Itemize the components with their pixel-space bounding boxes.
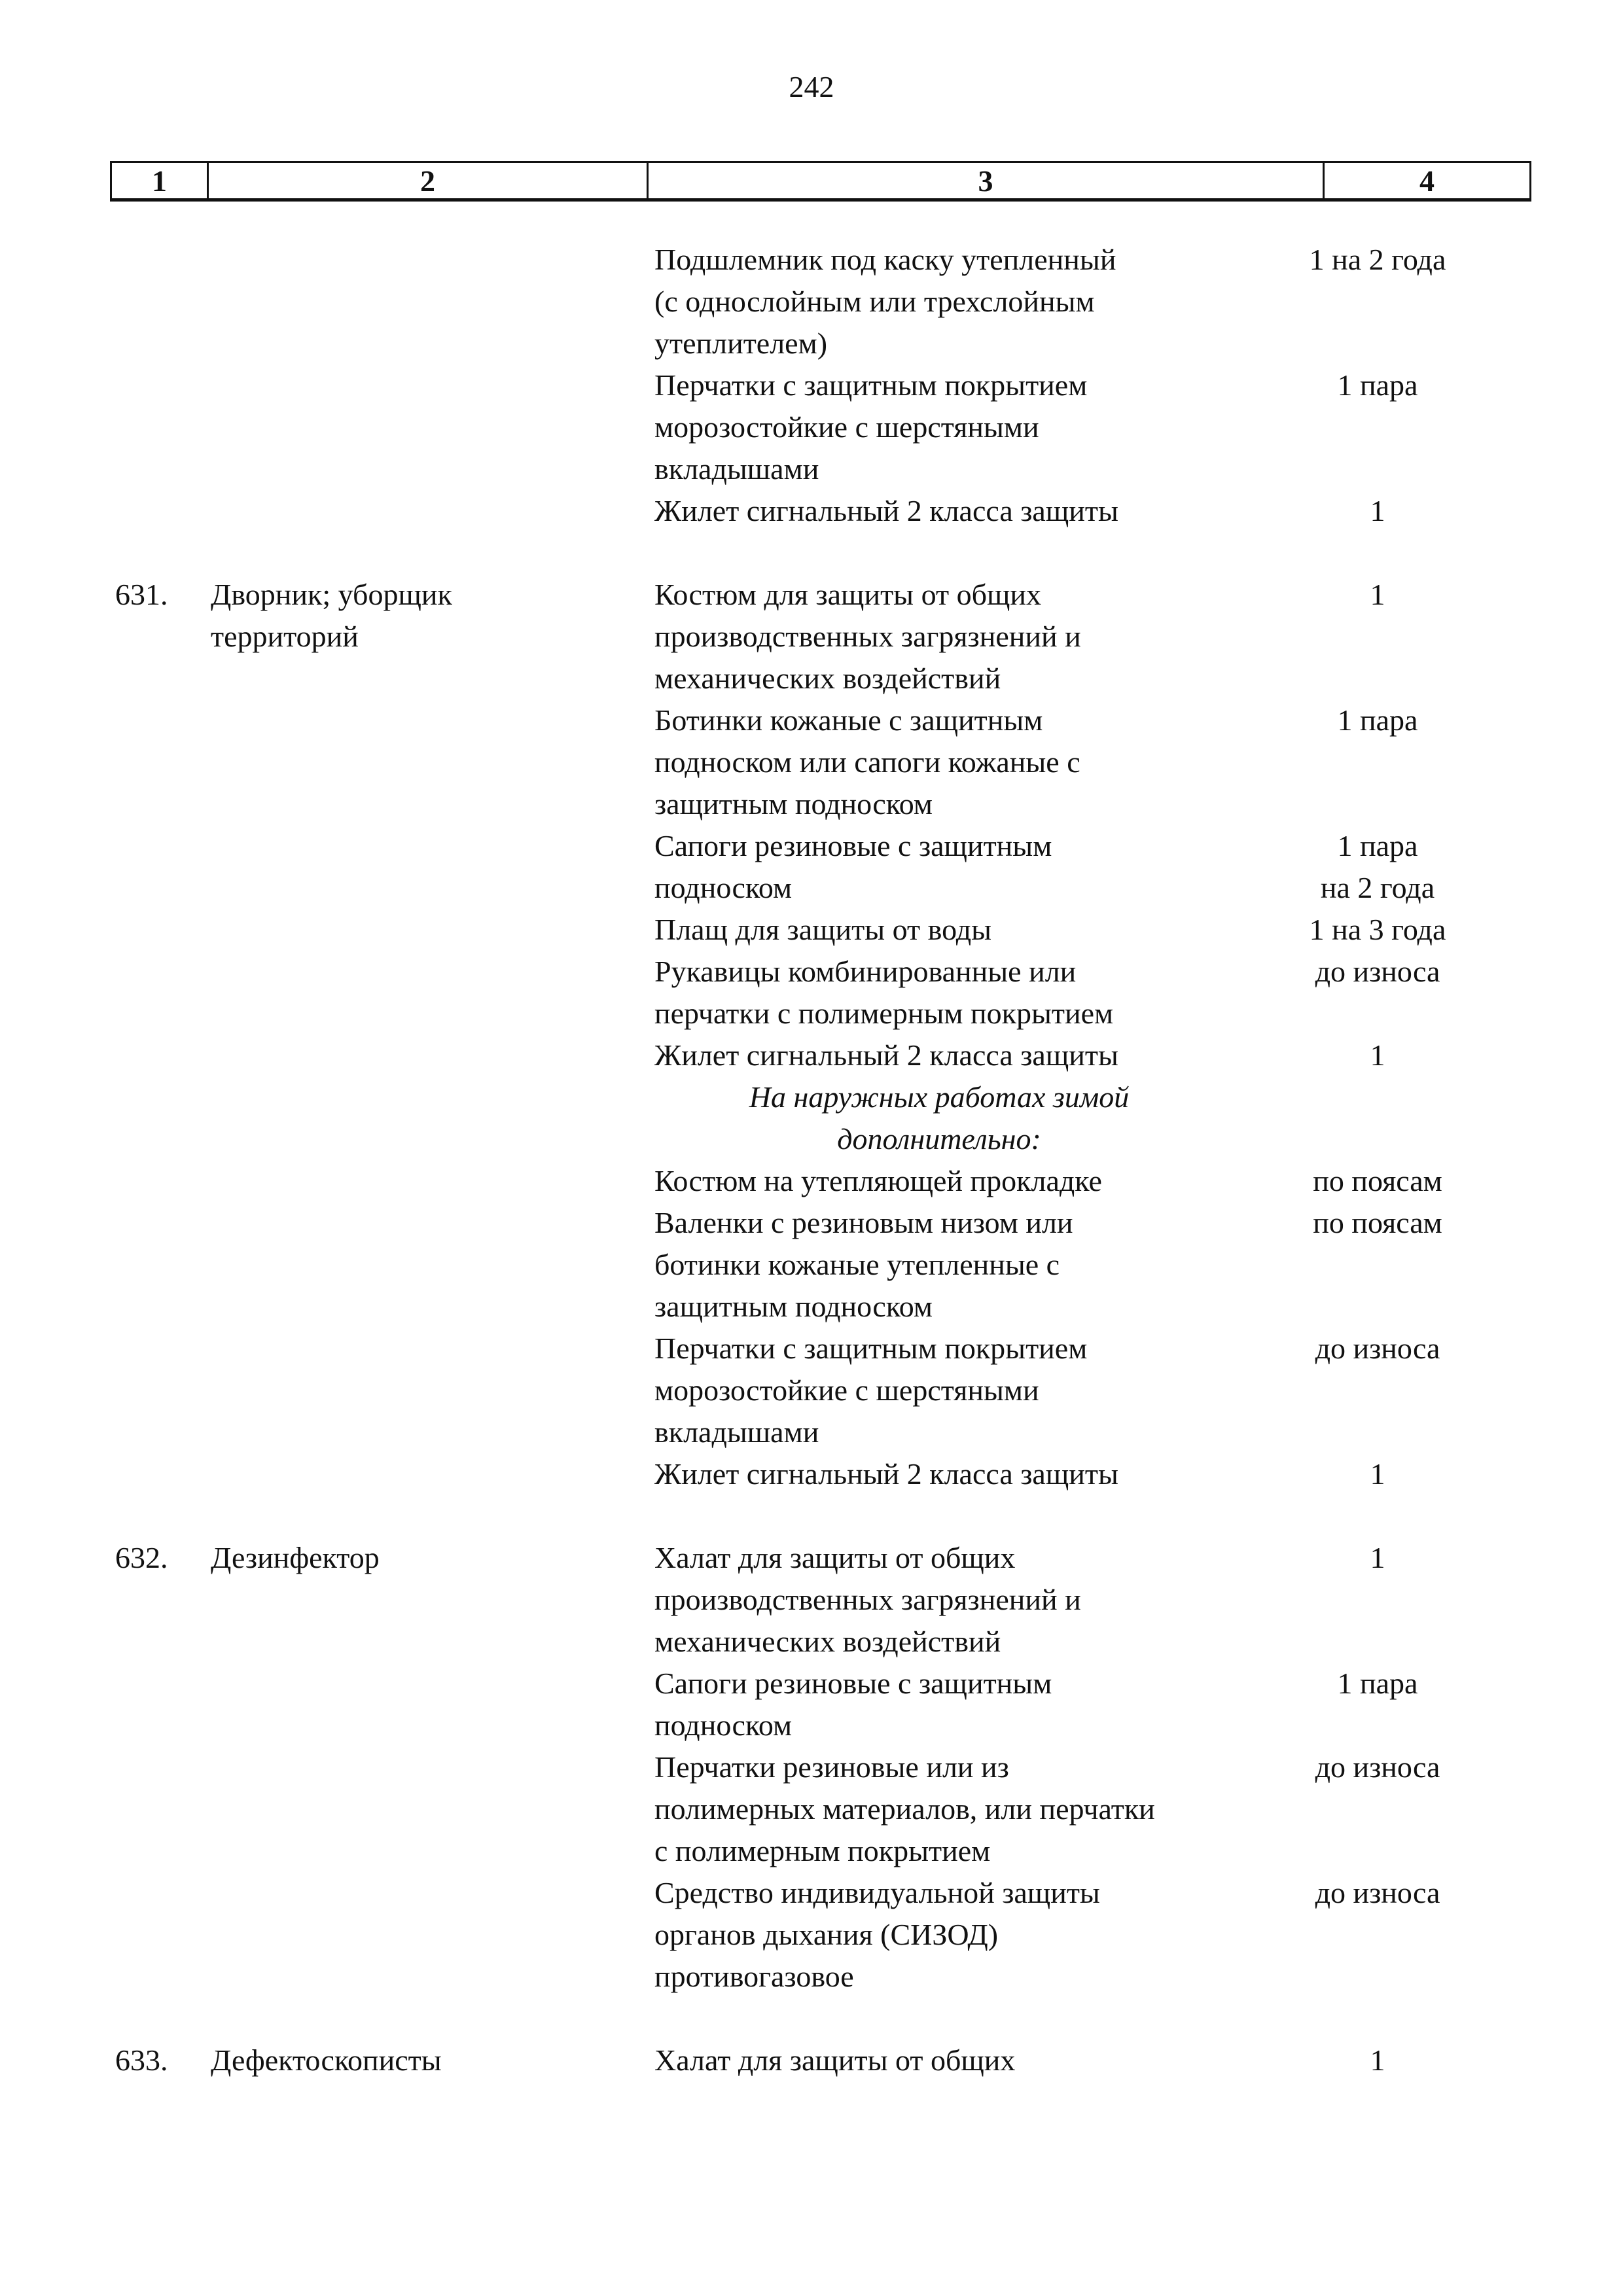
equipment-quantity [1224,1453,1512,1495]
equipment-quantity [1224,951,1512,1034]
equipment-description [654,239,1224,364]
equipment-description-line: Перчатки с защитным покрытием [654,1332,1088,1365]
equipment-item [654,1034,1531,1076]
equipment-quantity [1224,1202,1512,1328]
equipment-description-line: Халат для защиты от общих [654,1541,1016,1574]
equipment-item [654,2040,1531,2081]
profession-name-line: Дефектоскописты [211,2043,442,2077]
header-col-3: 3 [649,163,1325,198]
equipment-description-line: ботинки кожаные утепленные с [654,1248,1060,1281]
equipment-quantity-line: 1 на 3 года [1309,913,1446,946]
equipment-description [654,1202,1224,1328]
equipment-description [654,825,1224,909]
equipment-item [654,364,1531,490]
equipment-description [654,1034,1224,1076]
entry-number: 631. [115,578,168,611]
equipment-item [654,574,1531,699]
equipment-description-line: Жилет сигнальный 2 класса защиты [654,1457,1118,1491]
equipment-quantity [1224,1663,1512,1746]
equipment-description [654,490,1224,532]
conditions-subheading-line: На наружных работах зимой [749,1080,1130,1114]
equipment-description [654,2040,1224,2081]
equipment-description-line: Сапоги резиновые с защитным [654,829,1052,862]
conditions-subheading-line: дополнительно: [837,1122,1041,1156]
equipment-quantity [1224,909,1512,951]
equipment-quantity-line: 1 пара [1337,1667,1418,1700]
equipment-description-line: Перчатки с защитным покрытием [654,368,1088,402]
profession-name [211,1537,616,1579]
equipment-description-line: Средство индивидуальной защиты [654,1876,1100,1909]
table-header-row [110,161,1531,202]
header-col-1: 1 [112,163,209,198]
equipment-description-line: подноском [654,871,793,904]
equipment-description-line: Плащ для защиты от воды [654,913,992,946]
equipment-quantity-line: 1 пара [1337,703,1418,737]
equipment-description [654,951,1224,1034]
equipment-item [654,1328,1531,1453]
equipment-quantity-line: до износа [1315,1332,1440,1365]
equipment-description-line: защитным подноском [654,1290,933,1323]
equipment-quantity [1224,1537,1512,1663]
equipment-quantity [1224,825,1512,909]
equipment-item [654,909,1531,951]
equipment-description-line: Сапоги резиновые с защитным [654,1667,1052,1700]
equipment-description [654,1663,1224,1746]
page-number: 242 [789,70,834,103]
equipment-quantity [1224,2040,1512,2081]
profession-entry [0,1537,1623,1998]
equipment-quantity [1224,1872,1512,1998]
equipment-description [654,364,1224,490]
entry-number: 633. [115,2043,168,2077]
equipment-description-line: вкладышами [654,1415,819,1449]
equipment-quantity [1224,1328,1512,1453]
equipment-item [654,825,1531,909]
equipment-quantity-line: 1 [1370,1457,1385,1491]
equipment-description-line: производственных загрязнений и [654,620,1081,653]
equipment-description-line: Халат для защиты от общих [654,2043,1016,2077]
equipment-description-line: защитным подноском [654,787,933,821]
equipment-description [654,1746,1224,1872]
equipment-description-line: подноском [654,1708,793,1742]
equipment-item [654,239,1531,364]
equipment-description-line: механических воздействий [654,1625,1001,1658]
equipment-item [654,1202,1531,1328]
equipment-description-line: перчатки с полимерным покрытием [654,997,1114,1030]
entry-number: 632. [115,1541,168,1574]
equipment-description-line: Костюм для защиты от общих [654,578,1042,611]
equipment-description [654,1537,1224,1663]
continued-entry [0,239,1623,532]
equipment-quantity-line: 1 пара [1337,829,1418,862]
equipment-quantity [1224,574,1512,699]
equipment-description-line: органов дыхания (СИЗОД) [654,1918,999,1951]
equipment-description-line: морозостойкие с шерстяными [654,1373,1039,1407]
equipment-description-line: Рукавицы комбинированные или [654,955,1077,988]
profession-entry [0,574,1623,1495]
equipment-quantity-line: 1 [1370,578,1385,611]
equipment-quantity-line: 1 [1370,1038,1385,1072]
equipment-item [654,1746,1531,1872]
equipment-quantity-line: 1 на 2 года [1309,243,1446,276]
equipment-list [654,1537,1531,1998]
equipment-description-line: Ботинки кожаные с защитным [654,703,1043,737]
equipment-description-line: Костюм на утепляющей прокладке [654,1164,1102,1197]
equipment-quantity-line: 1 [1370,1541,1385,1574]
equipment-item [654,1663,1531,1746]
equipment-description [654,574,1224,699]
equipment-item [654,490,1531,532]
equipment-quantity [1224,364,1512,490]
equipment-description [654,1160,1224,1202]
equipment-quantity [1224,1160,1512,1202]
equipment-description-line: Жилет сигнальный 2 класса защиты [654,1038,1118,1072]
equipment-description-line: морозостойкие с шерстяными [654,410,1039,444]
equipment-description-line: утеплителем) [654,327,828,360]
equipment-item [654,699,1531,825]
profession-name-line: территорий [211,620,359,653]
equipment-description-line: противогазовое [654,1960,854,1993]
profession-name-line: Дезинфектор [211,1541,380,1574]
equipment-quantity [1224,1746,1512,1872]
equipment-description-line: Подшлемник под каску утепленный [654,243,1116,276]
profession-name [211,2040,616,2081]
equipment-quantity-line: до износа [1315,1750,1440,1784]
equipment-quantity-line: до износа [1315,1876,1440,1909]
equipment-quantity [1224,490,1512,532]
equipment-quantity-line: 1 [1370,2043,1385,2077]
equipment-item [654,1453,1531,1495]
equipment-description-line: полимерных материалов, или перчатки [654,1792,1155,1826]
equipment-description [654,1872,1224,1998]
header-col-4: 4 [1419,164,1435,198]
equipment-description-line: Жилет сигнальный 2 класса защиты [654,494,1118,527]
equipment-item [654,951,1531,1034]
equipment-description [654,909,1224,951]
equipment-quantity-line: по поясам [1313,1164,1442,1197]
equipment-description [654,1453,1224,1495]
equipment-description-line: механических воздействий [654,662,1001,695]
equipment-item [654,1160,1531,1202]
conditions-subheading [654,1076,1224,1160]
equipment-description-line: Валенки с резиновым низом или [654,1206,1073,1239]
equipment-quantity-line: до износа [1315,955,1440,988]
equipment-description [654,1328,1224,1453]
equipment-item [654,1872,1531,1998]
equipment-quantity-line: 1 [1370,494,1385,527]
equipment-quantity [1224,239,1512,364]
equipment-quantity [1224,699,1512,825]
equipment-quantity-line: по поясам [1313,1206,1442,1239]
equipment-description-line: производственных загрязнений и [654,1583,1081,1616]
equipment-quantity [1224,1034,1512,1076]
equipment-list [654,239,1531,532]
equipment-description-line: Перчатки резиновые или из [654,1750,1009,1784]
equipment-description-line: вкладышами [654,452,819,486]
header-col-2: 2 [209,163,649,198]
equipment-description-line: подноском или сапоги кожаные с [654,745,1080,779]
equipment-item [654,1537,1531,1663]
equipment-description-line: с полимерным покрытием [654,1834,991,1867]
equipment-quantity-line: 1 пара [1337,368,1418,402]
equipment-list [654,2040,1531,2081]
equipment-description-line: (с однослойным или трехслойным [654,285,1095,318]
profession-name-line: Дворник; уборщик [211,578,452,611]
equipment-list [654,574,1531,1495]
table-body [0,239,1623,2081]
equipment-quantity-line: на 2 года [1320,871,1435,904]
profession-entry [0,2040,1623,2081]
profession-name [211,574,616,658]
equipment-description [654,699,1224,825]
